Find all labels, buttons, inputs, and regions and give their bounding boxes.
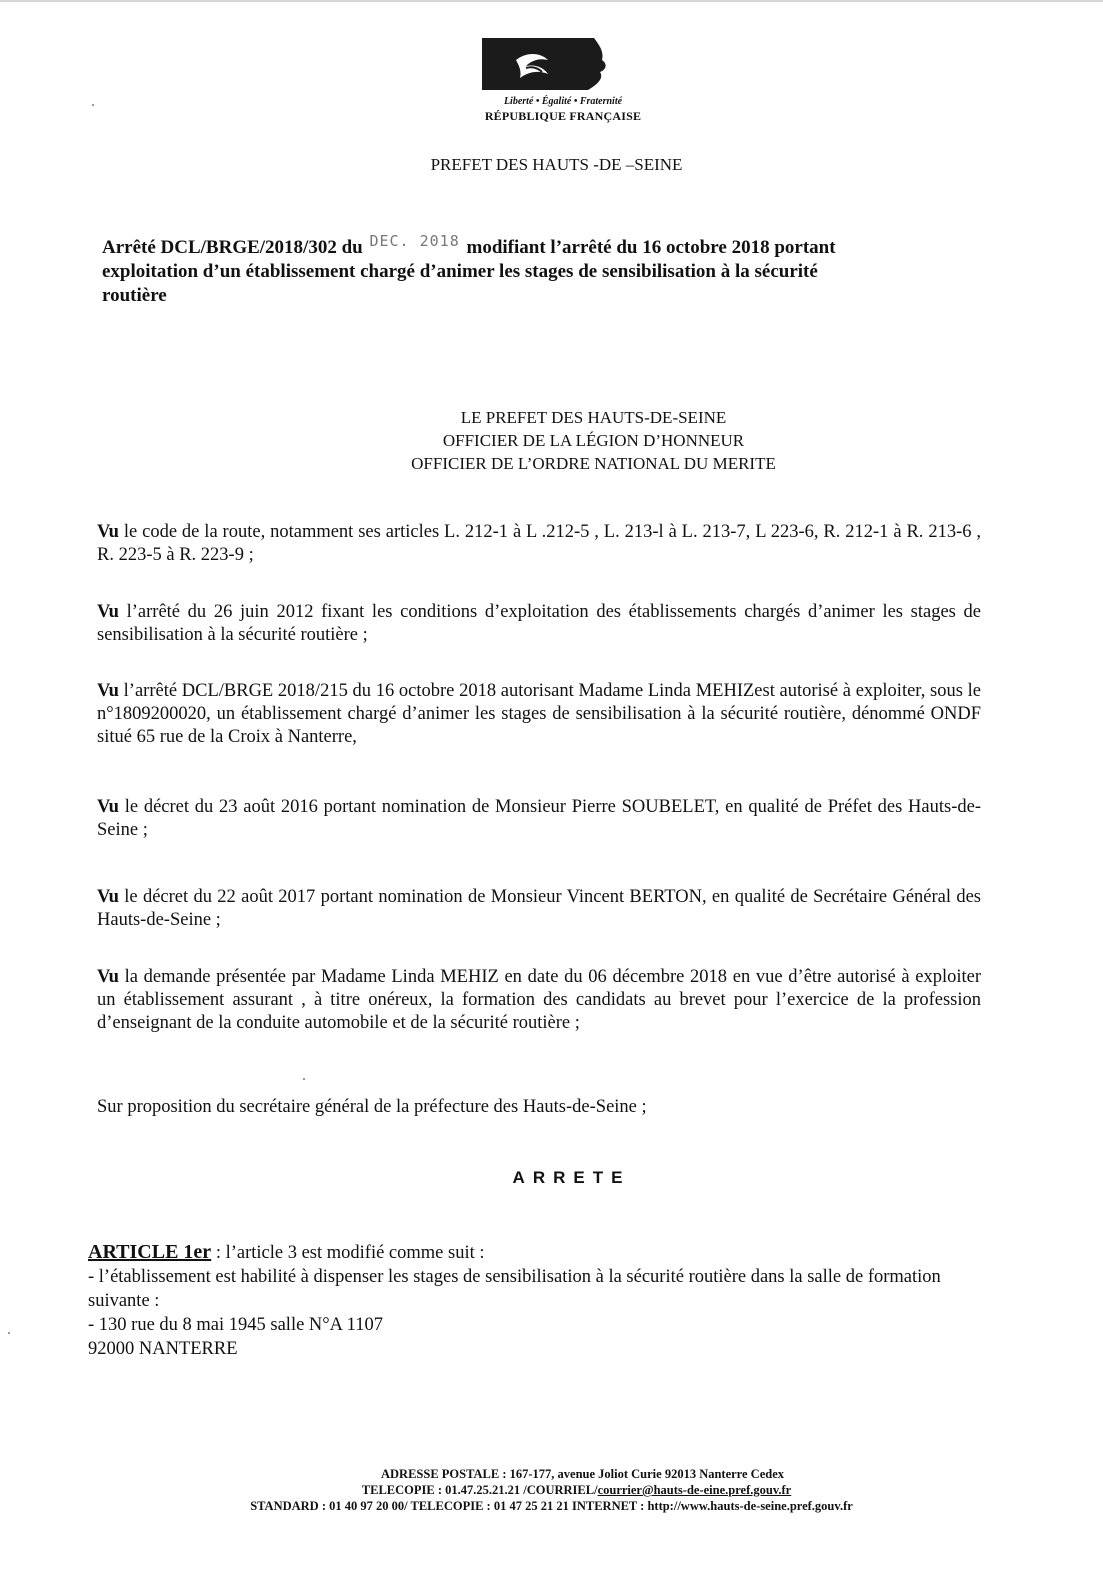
- visa-paragraph: [97, 601, 981, 647]
- article-1-intro: : l’article 3 est modifié comme suit :: [211, 1243, 485, 1263]
- visa-lead: Vu: [97, 522, 119, 542]
- visa-text: l’arrêté DCL/BRGE 2018/215 du 16 octobre 2018 autorisant Madame Linda MEHIZest autorisé à exploiter, sous le n°1809200020, un établissement chargé d’animer les stages de sensibilisation à la sécurité routière, dénommé ONDF situé 65 rue de la Croix à Nanterre,: [97, 681, 981, 747]
- footer-standard: STANDARD : 01 40 97 20 00/ TELECOPIE : 01 47 25 21 21 INTERNET : http://www.hauts-de-seine.pref.gouv.fr: [250, 1499, 853, 1513]
- scan-edge-line: [0, 0, 1103, 2]
- republic-name: RÉPUBLIQUE FRANÇAISE: [484, 109, 642, 123]
- footer-fax: TELECOPIE : 01.47.25.21.21 /COURRIEL/: [361, 1483, 598, 1497]
- visa-text: le décret du 23 août 2016 portant nomination de Monsieur Pierre SOUBELET, en qualité de Préfet des Hauts-de-Seine ;: [97, 797, 982, 840]
- footer-email-link[interactable]: courrier@hauts-de-eine.pref.gouv.fr: [597, 1483, 792, 1497]
- visa-text: l’arrêté du 26 juin 2012 fixant les conditions d’exploitation des établissements chargés d’animer les stages de sensibilisation à la sécurité routière ;: [97, 602, 982, 645]
- prefect-titles: [0, 406, 1103, 475]
- title-line-3: routière: [102, 285, 167, 306]
- title-line1-rest: modifiant l’arrêté du 16 octobre 2018 portant: [466, 237, 836, 258]
- visa-paragraph: [97, 521, 981, 567]
- article-1: [88, 1240, 978, 1361]
- marianne-emblem: [482, 38, 642, 90]
- footer-fax-email: [0, 1482, 1103, 1498]
- visa-lead: Vu: [97, 887, 119, 907]
- republic-logo: [478, 38, 648, 124]
- visa-lead: Vu: [97, 602, 119, 622]
- visa-text: la demande présentée par Madame Linda MEHIZ en date du 06 décembre 2018 en vue d’être autorisé à exploiter un établissement assurant , à titre onéreux, la formation des candidats au brevet pour l’exercice de la profession d’enseignant de la conduite automobile et de la sécurité routière ;: [97, 967, 981, 1033]
- article-1-header: [88, 1240, 978, 1265]
- scan-speck: [92, 104, 94, 106]
- article-1-line: - 130 rue du 8 mai 1945 salle N°A 1107: [88, 1315, 383, 1335]
- prefecture-heading: PREFET DES HAUTS -DE –SEINE: [430, 155, 683, 174]
- visa-lead: Vu: [97, 797, 119, 817]
- visa-lead: Vu: [97, 967, 119, 987]
- prefect-title-line: OFFICIER DE L’ORDRE NATIONAL DU MERITE: [411, 454, 776, 473]
- republic-motto: Liberté • Égalité • Fraternité: [503, 96, 623, 107]
- visa-paragraph: [97, 886, 981, 932]
- title-line-1: [102, 232, 992, 260]
- date-stamp: DEC. 2018: [369, 232, 460, 250]
- footer-address: ADRESSE POSTALE : 167-177, avenue Joliot Curie 92013 Nanterre Cedex: [381, 1467, 784, 1481]
- article-1-label: ARTICLE 1er: [88, 1241, 212, 1263]
- prefect-title-line: LE PREFET DES HAUTS-DE-SEINE: [460, 408, 727, 427]
- title-prefix: Arrêté DCL/BRGE/2018/302 du: [102, 237, 363, 258]
- title-line-2: exploitation d’un établissement chargé d’animer les stages de sensibilisation à la sécurité: [102, 261, 818, 282]
- visa-paragraph: [97, 966, 981, 1035]
- footer-contact: [0, 1466, 1103, 1514]
- proposition-paragraph: Sur proposition du secrétaire général de la préfecture des Hauts-de-Seine ;: [97, 1097, 647, 1117]
- visa-paragraph: [97, 680, 981, 749]
- scan-speck: [303, 1078, 305, 1080]
- visa-paragraph: [97, 796, 981, 842]
- arrete-heading: ARRETE: [512, 1168, 631, 1187]
- article-1-line: - l’établissement est habilité à dispenser les stages de sensibilisation à la sécurité routière dans la salle de formation suivante :: [88, 1267, 941, 1311]
- visa-lead: Vu: [97, 681, 119, 701]
- prefect-title-line: OFFICIER DE LA LÉGION D’HONNEUR: [442, 431, 745, 450]
- scan-speck: [8, 1332, 10, 1334]
- visa-text: le code de la route, notamment ses articles L. 212-1 à L .212-5 , L. 213-l à L. 213-7, L 223-6, R. 212-1 à R. 213-6 , R. 223-5 à R. 223-9 ;: [97, 522, 982, 565]
- article-1-line: 92000 NANTERRE: [88, 1339, 238, 1359]
- visa-text: le décret du 22 août 2017 portant nomination de Monsieur Vincent BERTON, en qualité de Secrétaire Général des Hauts-de-Seine ;: [97, 887, 981, 930]
- decree-title: [102, 232, 992, 308]
